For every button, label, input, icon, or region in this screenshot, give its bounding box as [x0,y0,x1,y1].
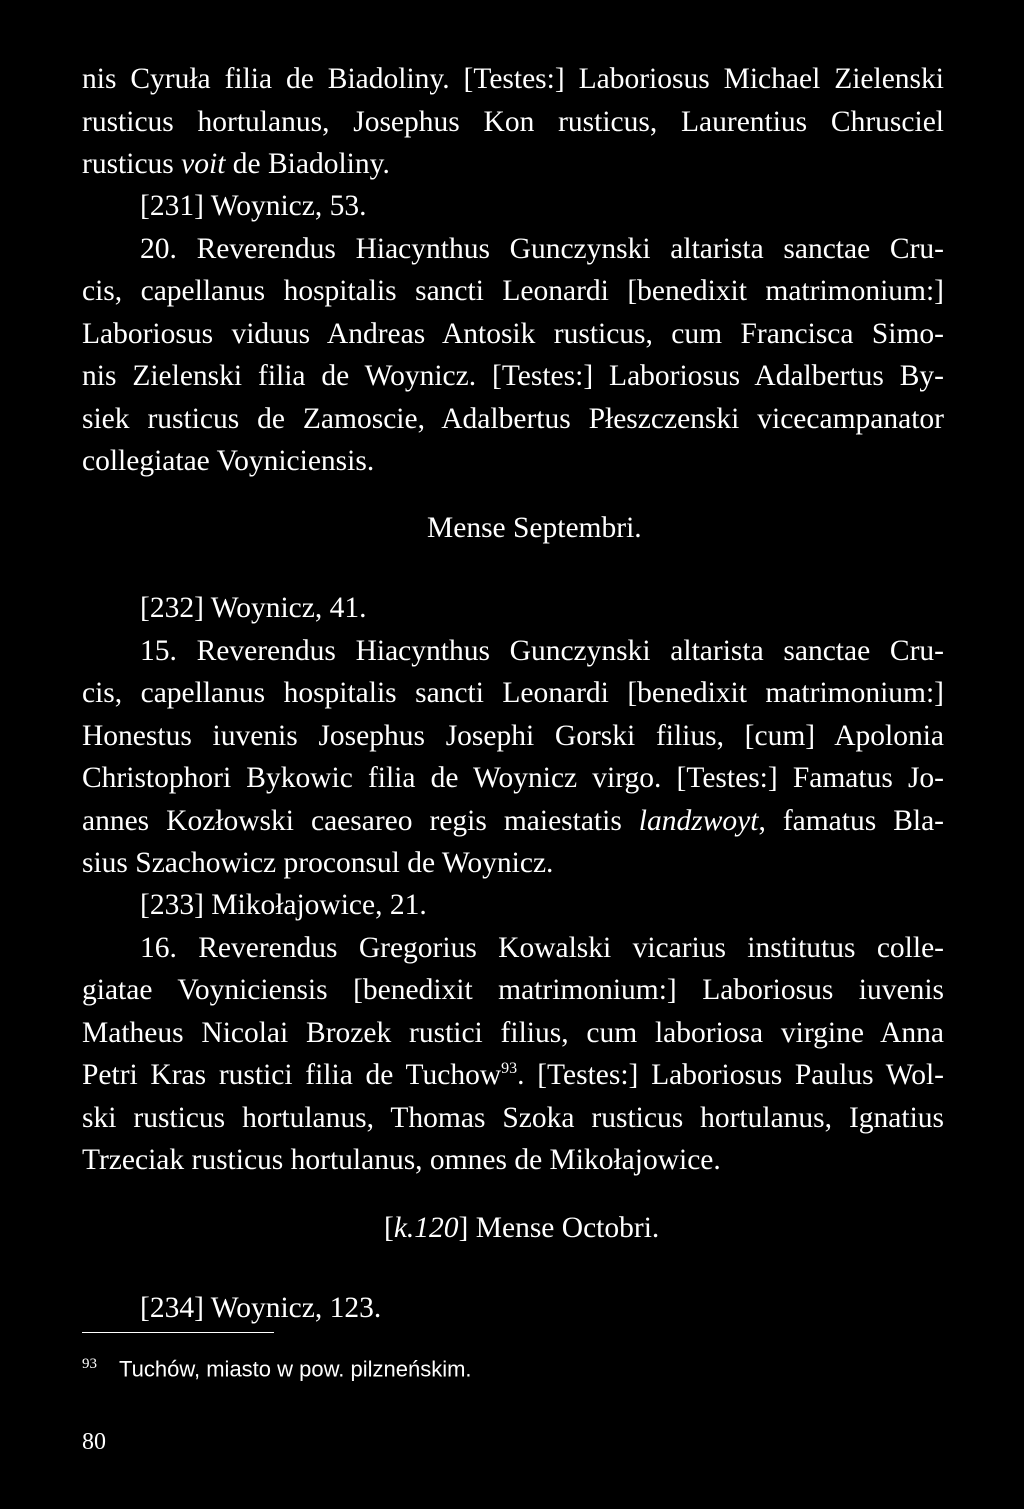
month-label: Mense Octobri. [468,1212,660,1244]
text-run: de Biadoliny. [225,148,390,180]
text-run: . [Testes:] Laboriosus Paulus Wol- [517,1059,944,1091]
footnote-number: 93 [82,1356,97,1372]
footnote-divider [82,1332,274,1333]
text-line: 15. Reverendus Hiacynthus Gunczynski altarista sanctae Cru- [140,635,944,667]
text-line: sius Szachowicz proconsul de Woynicz. [82,847,554,879]
month-heading-october [384,1210,659,1246]
text-line: giatae Voyniciensis [benedixit matrimonium:] Laboriosus iuvenis [82,974,944,1006]
text-line: rusticus hortulanus, Josephus Kon rusticus, Laurentius Chrusciel [82,106,944,138]
text-line: Christophori Bykowic filia de Woynicz virgo. [Testes:] Famatus Jo- [82,762,944,794]
text-line: Matheus Nicolai Brozek rustici filius, cum laboriosa virgine Anna [82,1017,944,1049]
text-line [82,803,944,839]
text-line: siek rusticus de Zamoscie, Adalbertus Płeszczenski vicecampanator [82,403,944,435]
footnote-reference[interactable]: 93 [501,1060,518,1078]
page-number: 80 [82,1429,106,1455]
footnote [82,1350,472,1383]
italic-term: voit [181,148,226,180]
text-line: nis Zielenski filia de Woynicz. [Testes:] Laboriosus Adalbertus By- [82,360,944,392]
text-line: Honestus iuvenis Josephus Josephi Gorski filius, [cum] Apolonia [82,720,944,752]
text-line: Trzeciak rusticus hortulanus, omnes de Mikołajowice. [82,1144,721,1176]
text-line: ski rusticus hortulanus, Thomas Szoka rusticus hortulanus, Ignatius [82,1102,944,1134]
text-line: cis, capellanus hospitalis sancti Leonardi [benedixit matrimonium:] [82,275,944,307]
text-line: 16. Reverendus Gregorius Kowalski vicarius institutus colle- [140,932,944,964]
footnote-text: Tuchów, miasto w pow. pilzneńskim. [119,1356,472,1382]
text-line [82,146,944,182]
entry-heading-232: [232] Woynicz, 41. [140,592,367,624]
text-line: collegiatae Voyniciensis. [82,445,375,477]
text-run: rusticus [82,148,182,180]
text-run: Petri Kras rustici filia de Tuchow [82,1059,502,1091]
folio-bracket: [ [384,1212,394,1244]
entry-heading-233: [233] Mikołajowice, 21. [140,889,427,921]
text-run: , famatus Bla- [758,805,944,837]
folio-bracket: ] [458,1212,469,1244]
text-line: cis, capellanus hospitalis sancti Leonardi [benedixit matrimonium:] [82,677,944,709]
text-line: 20. Reverendus Hiacynthus Gunczynski altarista sanctae Cru- [140,233,944,265]
entry-heading-234: [234] Woynicz, 123. [140,1292,382,1324]
folio-marker: k.120 [393,1212,459,1244]
text-line [82,1057,944,1093]
text-line: Laboriosus viduus Andreas Antosik rusticus, cum Francisca Simo- [82,318,944,350]
text-run: annes Kozłowski caesareo regis maiestatis [82,805,639,837]
text-line: nis Cyruła filia de Biadoliny. [Testes:] Laboriosus Michael Zielenski [82,63,944,95]
entry-heading-231: [231] Woynicz, 53. [140,190,367,222]
month-heading-september: Mense Septembri. [427,512,642,544]
italic-term: landzwoyt [638,805,759,837]
